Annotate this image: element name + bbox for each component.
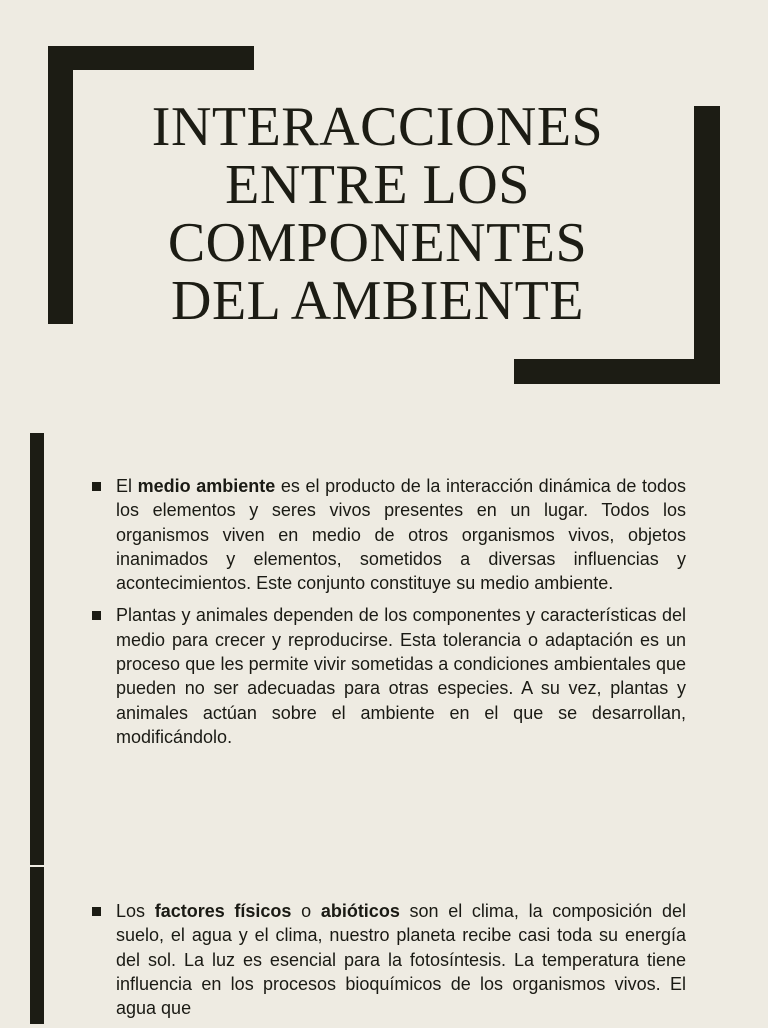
title-line: ENTRE LOS [225, 154, 530, 216]
frame-top-left-vertical [48, 46, 73, 324]
square-bullet-icon [92, 907, 101, 916]
bold-term: factores físicos [154, 901, 292, 921]
slide-title [100, 98, 655, 330]
frame-top-left-horizontal [48, 46, 254, 70]
bullet-item: El medio ambiente es el producto de la interacción dinámica de todos los elementos y seres vivos presentes en un lugar. Todos los organismos viven en medio de otros organismos vivos, objetos inanimados y elementos, sometidos a diversas influencias y acontecimientos. Este conjunto constituye su medio ambiente. [90, 474, 686, 595]
bullet-item: Los factores físicos o abióticos son el clima, la composición del suelo, el agua y el clima, nuestro planeta recibe casi toda su energía del sol. La luz es esencial para la fotosíntesis. La temperatura tiene influencia en los procesos bioquímicos de los organismos vivos. El agua que [90, 899, 686, 1020]
title-line: INTERACCIONES [151, 96, 604, 158]
square-bullet-icon [92, 611, 101, 620]
slide3-accent-bar [30, 867, 44, 1024]
bold-term: abióticos [320, 901, 400, 921]
bullet-item: Plantas y animales dependen de los componentes y características del medio para crecer y reproducirse. Esta tolerancia o adaptación es un proceso que les permite vivir sometidas a condiciones ambientales que pueden no ser adecuadas para otras especies. A su vez, plantas y animales actúan sobre el ambiente en el que se desarrollan, modificándolo. [90, 603, 686, 749]
frame-bottom-right-vertical [694, 106, 720, 384]
square-bullet-icon [92, 482, 101, 491]
frame-bottom-right-horizontal [514, 359, 720, 384]
bold-term: medio ambiente [137, 476, 276, 496]
bullet-list [90, 474, 686, 757]
bullet-list [90, 899, 686, 1028]
title-line: DEL AMBIENTE [171, 270, 584, 332]
title-line: COMPONENTES [167, 212, 588, 274]
slide2-accent-bar [30, 433, 44, 865]
